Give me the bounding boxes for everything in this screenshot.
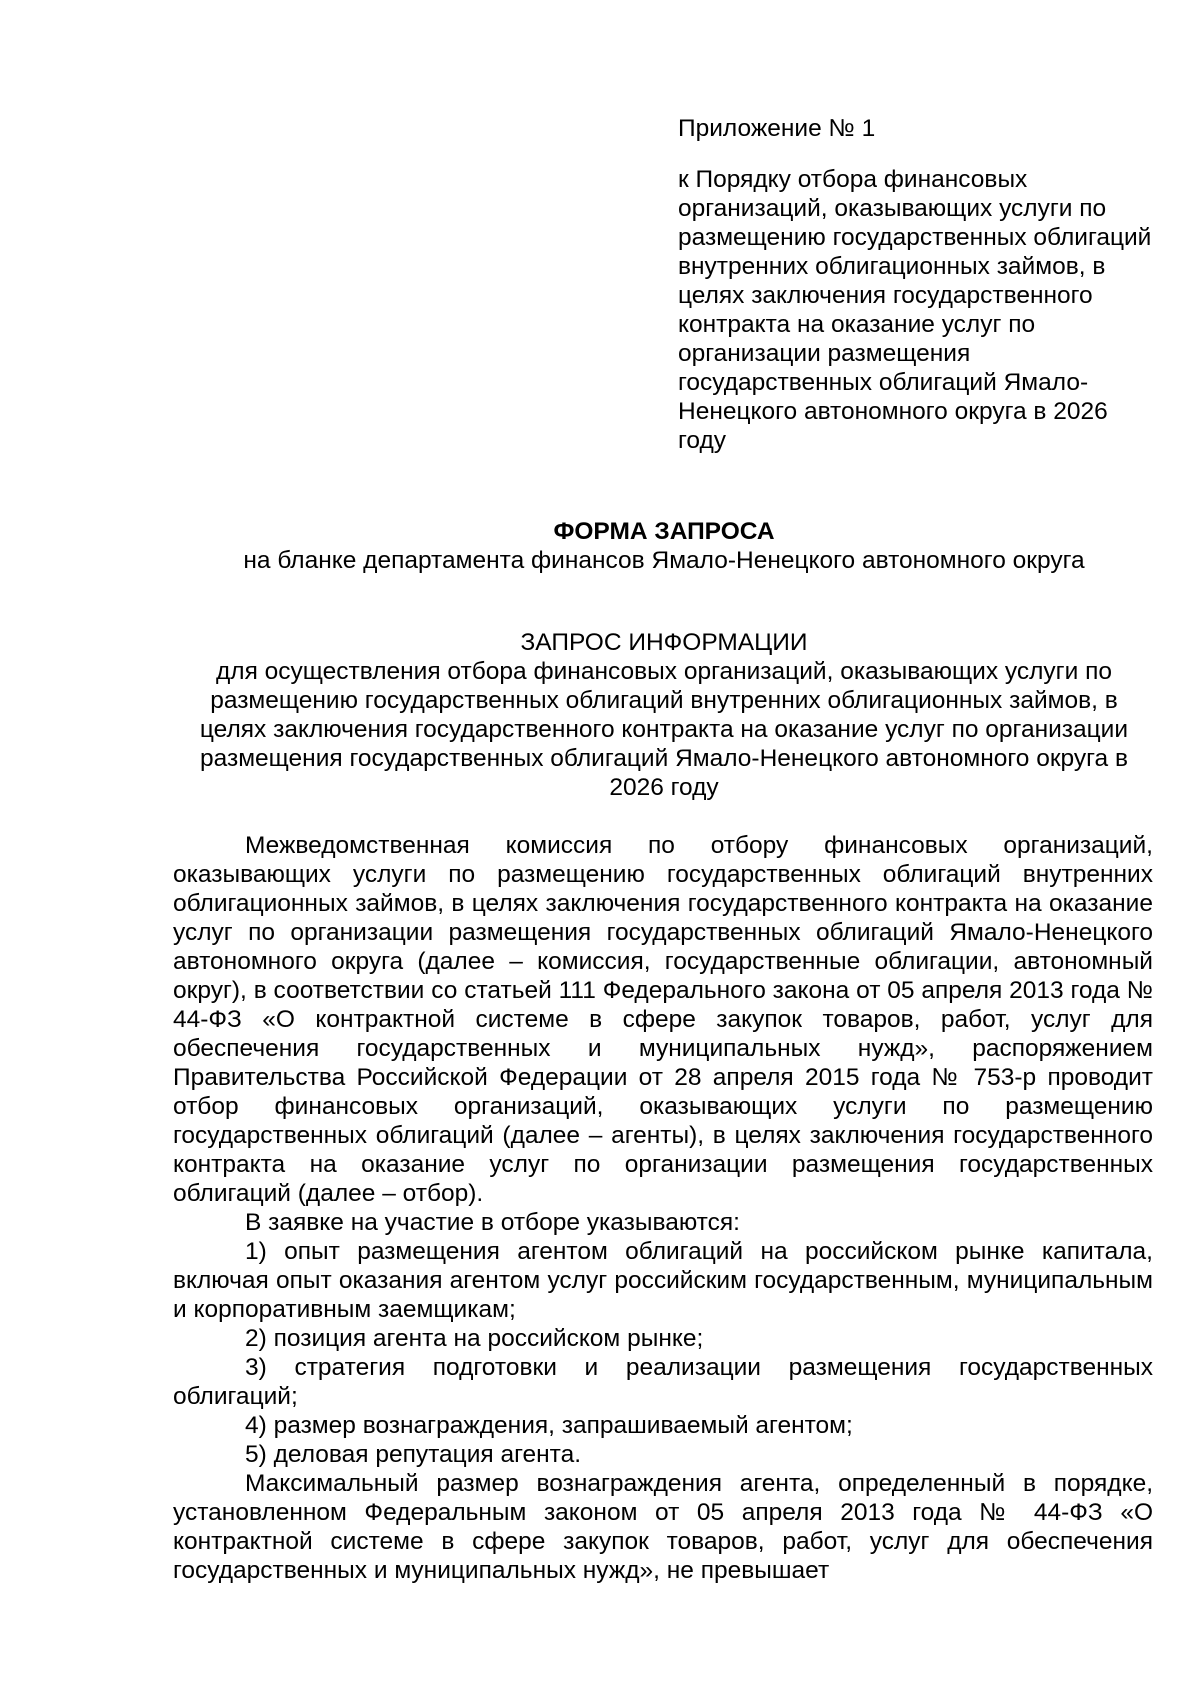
form-header — [0, 517, 1200, 575]
body-text — [173, 831, 1153, 1585]
paragraph: Максимальный размер вознаграждения агента, определенный в порядке, установленном Федеральным законом от 05 апреля 2013 года № 44-ФЗ «О контрактной системе в сфере закупок товаров, работ, услуг для обеспечения государственных и муниципальных нужд», не превышает — [173, 1470, 1153, 1584]
list-item: 1) опыт размещения агентом облигаций на российском рынке капитала, включая опыт оказания агентом услуг российским государственным, муниципальным и корпоративным заемщикам; — [173, 1238, 1153, 1323]
paragraph: В заявке на участие в отборе указываются: — [245, 1209, 740, 1236]
appendix-number: Приложение № 1 — [678, 115, 876, 142]
list-item: 4) размер вознаграждения, запрашиваемый агентом; — [245, 1412, 853, 1439]
request-header — [0, 628, 1200, 802]
request-subtitle: для осуществления отбора финансовых организаций, оказывающих услуги по размещению государственных облигаций внутренних облигационных займов, в целях заключения государственного контракта на оказание услуг по организации размещения государственных облигаций Ямало-Ненецкого автономного округа в 2026 году — [199, 658, 1129, 801]
list-item: 5) деловая репутация агента. — [245, 1441, 582, 1468]
form-title: ФОРМА ЗАПРОСА — [553, 518, 775, 545]
request-title: ЗАПРОС ИНФОРМАЦИИ — [520, 629, 808, 656]
paragraph: Межведомственная комиссия по отбору финансовых организаций, оказывающих услуги по размещению государственных облигаций внутренних облигационных займов, в целях заключения государственного контракта на оказание услуг по организации размещения государственных облигаций Ямало-Ненецкого автономного округа (далее – комиссия, государственные облигации, автономный округ), в соответствии со статьей 111 Федерального закона от 05 апреля 2013 года № 44-ФЗ «О контрактной системе в сфере закупок товаров, работ, услуг для обеспечения государственных и муниципальных нужд», распоряжением Правительства Российской Федерации от 28 апреля 2015 года № 753-р проводит отбор финансовых организаций, оказывающих услуги по размещению государственных облигаций (далее – агенты), в целях заключения государственного контракта на оказание услуг по организации размещения государственных облигаций (далее – отбор). — [173, 832, 1153, 1207]
appendix-description: к Порядку отбора финансовых организаций, оказывающих услуги по размещению государственных облигаций внутренних облигационных займов, в целях заключения государственного контракта на оказание услуг по организации размещения государственных облигаций Ямало-Ненецкого автономного округа в 2026 году — [678, 166, 1152, 454]
form-subtitle: на бланке департамента финансов Ямало-Ненецкого автономного округа — [243, 547, 1085, 574]
list-item: 3) стратегия подготовки и реализации размещения государственных облигаций; — [173, 1354, 1153, 1410]
list-item: 2) позиция агента на российском рынке; — [245, 1325, 704, 1352]
appendix-block — [678, 114, 1158, 455]
